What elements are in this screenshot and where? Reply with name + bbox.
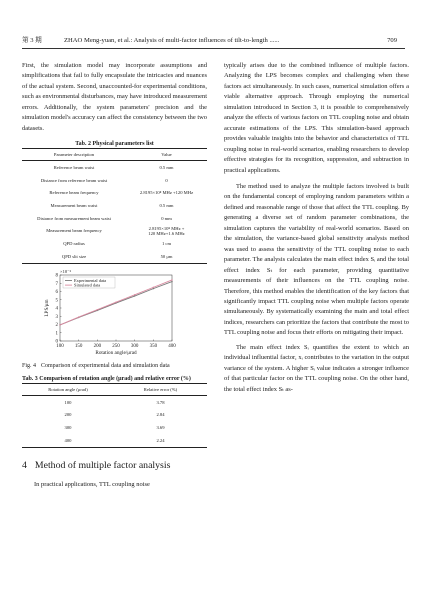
table-header-cell: Value	[161, 152, 172, 158]
header-rule	[22, 48, 405, 49]
x-tick-label: 300	[130, 343, 139, 349]
table-cell: 2.8195×10⁸ MHz + 120 MHz+1.6 MHz	[148, 225, 185, 236]
x-tick-label: 150	[74, 343, 83, 349]
table-row	[22, 409, 207, 422]
table-row	[22, 212, 207, 225]
right-paragraph-1: typically arises due to the combined influence of multiple factors. Analyzing the LPS becomes complex and challenging when these factors act simultaneously. In such cases, numerical simulation offers a viable alternative approach. Through employing the numerical simulation introduced in Section 3, it is possible to comprehensively analyze the effects of various factors on TTL coupling noise and obtain accurate estimations of the LPS. This simulation-based approach provides valuable insights into the behavior and characteristics of TTL coupling noise in real-world scenarios, enabling researchers to develop effective strategies for its recognition, suppression, and subtraction in practical applications.	[224, 62, 409, 174]
table-row	[22, 434, 207, 447]
data-point	[171, 279, 172, 280]
issue-number: 第 3 期	[22, 37, 42, 44]
table-row	[22, 161, 207, 174]
rotation-error-table	[22, 383, 207, 448]
table-row	[22, 225, 207, 238]
table-row	[22, 421, 207, 434]
table-row	[22, 199, 207, 212]
y-tick-label: 2	[55, 322, 58, 328]
data-point	[153, 286, 154, 287]
table-header-row	[22, 149, 207, 161]
figure-4-caption	[22, 362, 207, 370]
data-point	[78, 316, 79, 317]
table-cell: Distance from reference beam waist	[40, 177, 108, 183]
table-cell: 3.69	[156, 425, 165, 431]
y-tick-label: 1	[55, 331, 58, 337]
table-row	[22, 187, 207, 200]
table-row	[22, 174, 207, 187]
data-point	[134, 294, 135, 295]
table-cell: 100	[64, 399, 72, 405]
table-cell: 400	[64, 437, 72, 443]
y-tick-label: 7	[55, 281, 58, 287]
figure-label: Fig. 4	[22, 362, 37, 369]
intro-paragraph: First, the simulation model may incorporate assumptions and simplifications that fail to fully encapsulate the intricacies and nuances of the actual system. Second, unaccounted-for experimental conditions, such as environmental disturbances, may have introduced measurement errors. Additionally, the system parameters' precision and the simulation model's accuracy can affect the consistency between the two datasets.	[22, 62, 207, 132]
y-tick-label: 4	[55, 306, 58, 312]
table-header-cell: Relative error (%)	[143, 386, 178, 392]
figure-4-chart	[22, 267, 207, 362]
x-tick-label: 400	[168, 343, 176, 349]
table-cell: 2.24	[156, 437, 165, 443]
table-cell: Measurement beam frequency	[46, 228, 102, 234]
table-cell: Reference beam waist	[53, 165, 95, 171]
y-tick-label: 8	[55, 273, 58, 279]
x-tick-label: 250	[112, 343, 120, 349]
data-point	[134, 295, 135, 296]
page-number: 709	[387, 37, 397, 44]
right-column	[224, 61, 409, 395]
table-header-cell: Parameter description	[53, 152, 95, 158]
table-row	[22, 395, 207, 408]
x-tick-label: 100	[56, 343, 64, 349]
section4-paragraph: In practical applications, TTL coupling noise	[34, 480, 150, 488]
section-number: 4	[22, 459, 27, 471]
data-point	[97, 309, 98, 310]
y-axis-label: LPS/μm	[44, 299, 50, 317]
table-cell: Distance from measurement beam waist	[37, 215, 111, 221]
table-header-cell: Rotation angle (μrad)	[48, 386, 88, 392]
lps-line-chart	[22, 267, 207, 362]
table2-title: Tab. 2 Physical parameters list	[75, 141, 154, 148]
table-row	[22, 237, 207, 250]
physical-parameters-table	[22, 148, 207, 264]
x-tick-label: 200	[93, 343, 102, 349]
legend-entry: Experimental data	[74, 277, 107, 283]
table-cell: 300	[64, 425, 72, 431]
data-point	[115, 301, 116, 302]
table-cell: 0.5 mm	[159, 203, 174, 209]
x-tick-label: 350	[149, 343, 158, 349]
table-cell: 1 cm	[161, 241, 172, 247]
y-tick-label: 5	[55, 298, 58, 304]
data-point	[153, 288, 154, 289]
table-cell: 200	[64, 412, 72, 418]
table-cell: 2.84	[156, 412, 165, 418]
right-paragraph-2: The method used to analyze the multiple factors involved is built on the fundamental concept of employing random parameters within a defined and reasonable range of those that affect the TTL coupling. By generating a diverse set of random parameter combinations, the simulation captures the variability of real-world scenarios. Based on the simulation, the variance-based global sensitivity analysis method was used to assess the sensitivity of the TTL coupling noise to each parameter. The analysis calculates the main effect index Sᵢ and the total effect index Sₜ for each parameter, providing quantitative measurements of their influences on the TTL coupling noise. Therefore, this method enables the identification of the key factors that significantly impact TTL coupling noise when multiple factors operate simultaneously. By systematically examining the main and total effect indices, researchers can prioritize the factors that contribute the most to TTL coupling noise and focus their efforts on mitigating their impact.	[224, 182, 409, 337]
data-point	[59, 324, 60, 325]
table-header-row	[22, 383, 207, 395]
y-multiplier-label: ×10⁻²	[60, 268, 71, 274]
right-paragraph-3: The main effect index Sᵢ quantifies the extent to which an individual influential factor, xᵢ contributes to the variation in the output variance of the system. A higher Sᵢ value indicates a stronger influence of that particular factor on the TTL coupling noise. On the other hand, the total effect index Sₜ as-	[224, 343, 409, 393]
table-cell: 3.78	[156, 399, 165, 405]
table-row	[22, 250, 207, 263]
x-axis-label: Rotation angle/μrad	[95, 349, 137, 356]
table-cell: 0.5 mm	[159, 165, 174, 171]
table-cell: 2.8195×10⁸ MHz +120 MHz	[139, 190, 194, 196]
table-cell: 0	[165, 177, 168, 183]
legend-entry: Simulated data	[74, 282, 101, 288]
figure-caption-text: Comparison of experimental data and simulation data	[41, 362, 170, 369]
left-column	[22, 61, 207, 490]
table-cell: Measurement beam waist	[50, 203, 98, 209]
table-cell: QPD radius	[63, 241, 85, 247]
table-cell: 50 μm	[160, 253, 173, 259]
section-title: Method of multiple factor analysis	[34, 459, 171, 471]
data-point	[171, 281, 172, 282]
table-cell: 0 mm	[161, 215, 172, 221]
table-cell: QPD slit size	[61, 253, 87, 259]
section-heading	[22, 460, 207, 472]
y-tick-label: 3	[55, 314, 58, 320]
y-tick-label: 0	[55, 339, 58, 345]
running-title: ZHAO Meng-yuan, et al.: Analysis of multi-factor influences of tilt-to-length ......	[64, 37, 280, 44]
table3-title: Tab. 3 Comparison of rotation angle (μrad) and relative error (%)	[22, 375, 191, 382]
table-cell: Reference beam frequency	[49, 190, 99, 196]
y-tick-label: 6	[55, 289, 58, 295]
